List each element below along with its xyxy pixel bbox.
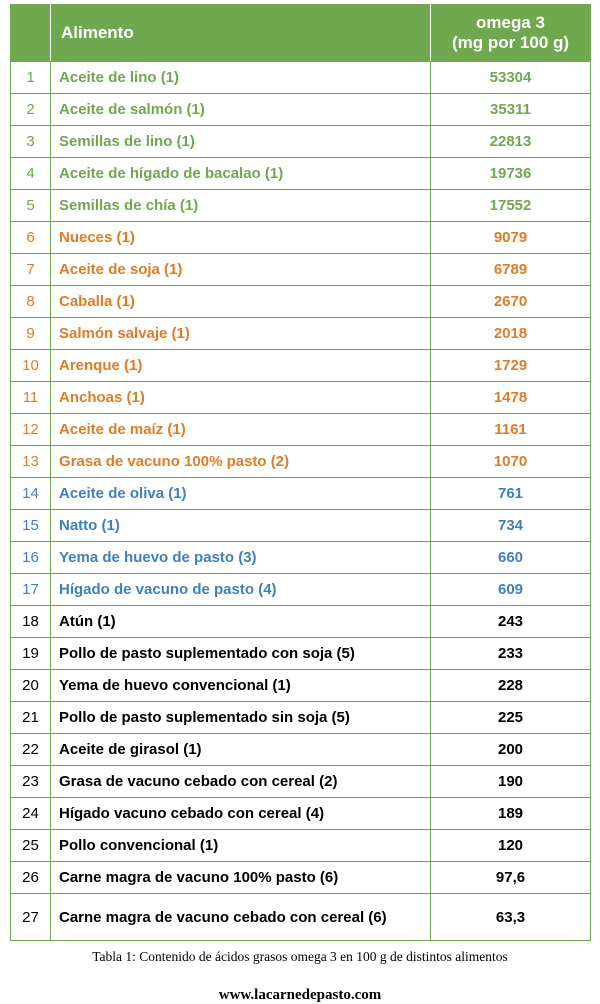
table-header-row <box>11 5 591 62</box>
column-header-food: Alimento <box>51 5 431 62</box>
cell-food: Carne magra de vacuno cebado con cereal (6) <box>51 894 431 941</box>
cell-omega3-value: 1161 <box>431 414 591 446</box>
table-row <box>11 638 591 670</box>
cell-omega3-value: 19736 <box>431 158 591 190</box>
table-row <box>11 190 591 222</box>
cell-food: Salmón salvaje (1) <box>51 318 431 350</box>
table-row <box>11 446 591 478</box>
cell-rank: 14 <box>11 478 51 510</box>
cell-omega3-value: 2670 <box>431 286 591 318</box>
cell-food: Aceite de soja (1) <box>51 254 431 286</box>
table-row <box>11 382 591 414</box>
table-row <box>11 766 591 798</box>
cell-food: Pollo de pasto suplementado con soja (5) <box>51 638 431 670</box>
cell-food: Aceite de oliva (1) <box>51 478 431 510</box>
cell-omega3-value: 200 <box>431 734 591 766</box>
cell-food: Caballa (1) <box>51 286 431 318</box>
cell-food: Yema de huevo de pasto (3) <box>51 542 431 574</box>
cell-food: Grasa de vacuno cebado con cereal (2) <box>51 766 431 798</box>
cell-omega3-value: 1478 <box>431 382 591 414</box>
column-header-omega3-line1: omega 3 <box>476 13 545 32</box>
table-row <box>11 62 591 94</box>
cell-omega3-value: 660 <box>431 542 591 574</box>
cell-rank: 25 <box>11 830 51 862</box>
cell-rank: 20 <box>11 670 51 702</box>
cell-rank: 2 <box>11 94 51 126</box>
table-row <box>11 414 591 446</box>
cell-omega3-value: 6789 <box>431 254 591 286</box>
cell-rank: 23 <box>11 766 51 798</box>
table-row <box>11 126 591 158</box>
cell-rank: 12 <box>11 414 51 446</box>
cell-rank: 18 <box>11 606 51 638</box>
table-row <box>11 702 591 734</box>
table-row <box>11 350 591 382</box>
table-row <box>11 606 591 638</box>
cell-rank: 1 <box>11 62 51 94</box>
cell-food: Hígado vacuno cebado con cereal (4) <box>51 798 431 830</box>
cell-food: Hígado de vacuno de pasto (4) <box>51 574 431 606</box>
omega3-table <box>10 4 591 941</box>
table-row <box>11 894 591 941</box>
cell-rank: 17 <box>11 574 51 606</box>
cell-omega3-value: 190 <box>431 766 591 798</box>
cell-food: Aceite de girasol (1) <box>51 734 431 766</box>
cell-food: Semillas de chía (1) <box>51 190 431 222</box>
cell-omega3-value: 53304 <box>431 62 591 94</box>
cell-omega3-value: 1070 <box>431 446 591 478</box>
cell-omega3-value: 9079 <box>431 222 591 254</box>
cell-omega3-value: 243 <box>431 606 591 638</box>
table-row <box>11 670 591 702</box>
table-body <box>11 62 591 941</box>
table-row <box>11 94 591 126</box>
cell-food: Pollo de pasto suplementado sin soja (5) <box>51 702 431 734</box>
cell-omega3-value: 35311 <box>431 94 591 126</box>
cell-rank: 27 <box>11 894 51 941</box>
cell-omega3-value: 120 <box>431 830 591 862</box>
cell-omega3-value: 734 <box>431 510 591 542</box>
cell-rank: 4 <box>11 158 51 190</box>
table-row <box>11 158 591 190</box>
cell-omega3-value: 2018 <box>431 318 591 350</box>
cell-food: Aceite de salmón (1) <box>51 94 431 126</box>
cell-food: Pollo convencional (1) <box>51 830 431 862</box>
cell-rank: 3 <box>11 126 51 158</box>
cell-omega3-value: 63,3 <box>431 894 591 941</box>
cell-omega3-value: 233 <box>431 638 591 670</box>
cell-rank: 10 <box>11 350 51 382</box>
column-header-rank <box>11 5 51 62</box>
table-row <box>11 286 591 318</box>
cell-rank: 24 <box>11 798 51 830</box>
table-row <box>11 254 591 286</box>
table-row <box>11 574 591 606</box>
column-header-omega3-line2: (mg por 100 g) <box>451 33 570 53</box>
cell-rank: 19 <box>11 638 51 670</box>
cell-food: Semillas de lino (1) <box>51 126 431 158</box>
cell-food: Grasa de vacuno 100% pasto (2) <box>51 446 431 478</box>
cell-rank: 21 <box>11 702 51 734</box>
cell-omega3-value: 609 <box>431 574 591 606</box>
cell-food: Carne magra de vacuno 100% pasto (6) <box>51 862 431 894</box>
table-caption: Tabla 1: Contenido de ácidos grasos omega 3 en 100 g de distintos alimentos <box>92 949 508 965</box>
cell-food: Atún (1) <box>51 606 431 638</box>
table-row <box>11 734 591 766</box>
cell-omega3-value: 1729 <box>431 350 591 382</box>
cell-rank: 15 <box>11 510 51 542</box>
cell-rank: 26 <box>11 862 51 894</box>
cell-rank: 8 <box>11 286 51 318</box>
table-row <box>11 478 591 510</box>
cell-omega3-value: 22813 <box>431 126 591 158</box>
cell-food: Yema de huevo convencional (1) <box>51 670 431 702</box>
cell-food: Aceite de lino (1) <box>51 62 431 94</box>
table-row <box>11 510 591 542</box>
cell-rank: 22 <box>11 734 51 766</box>
cell-food: Natto (1) <box>51 510 431 542</box>
cell-omega3-value: 761 <box>431 478 591 510</box>
cell-omega3-value: 97,6 <box>431 862 591 894</box>
cell-omega3-value: 189 <box>431 798 591 830</box>
cell-omega3-value: 228 <box>431 670 591 702</box>
cell-rank: 9 <box>11 318 51 350</box>
cell-food: Arenque (1) <box>51 350 431 382</box>
table-row <box>11 542 591 574</box>
cell-food: Nueces (1) <box>51 222 431 254</box>
cell-omega3-value: 17552 <box>431 190 591 222</box>
table-row <box>11 830 591 862</box>
cell-food: Aceite de maíz (1) <box>51 414 431 446</box>
cell-food: Aceite de hígado de bacalao (1) <box>51 158 431 190</box>
table-row <box>11 798 591 830</box>
table-row <box>11 222 591 254</box>
cell-omega3-value: 225 <box>431 702 591 734</box>
cell-rank: 6 <box>11 222 51 254</box>
cell-rank: 13 <box>11 446 51 478</box>
table-row <box>11 318 591 350</box>
column-header-omega3 <box>431 5 591 62</box>
cell-rank: 7 <box>11 254 51 286</box>
cell-rank: 11 <box>11 382 51 414</box>
cell-rank: 16 <box>11 542 51 574</box>
cell-food: Anchoas (1) <box>51 382 431 414</box>
website-url: www.lacarnedepasto.com <box>218 987 382 1004</box>
table-row <box>11 862 591 894</box>
table-header <box>11 5 591 62</box>
cell-rank: 5 <box>11 190 51 222</box>
